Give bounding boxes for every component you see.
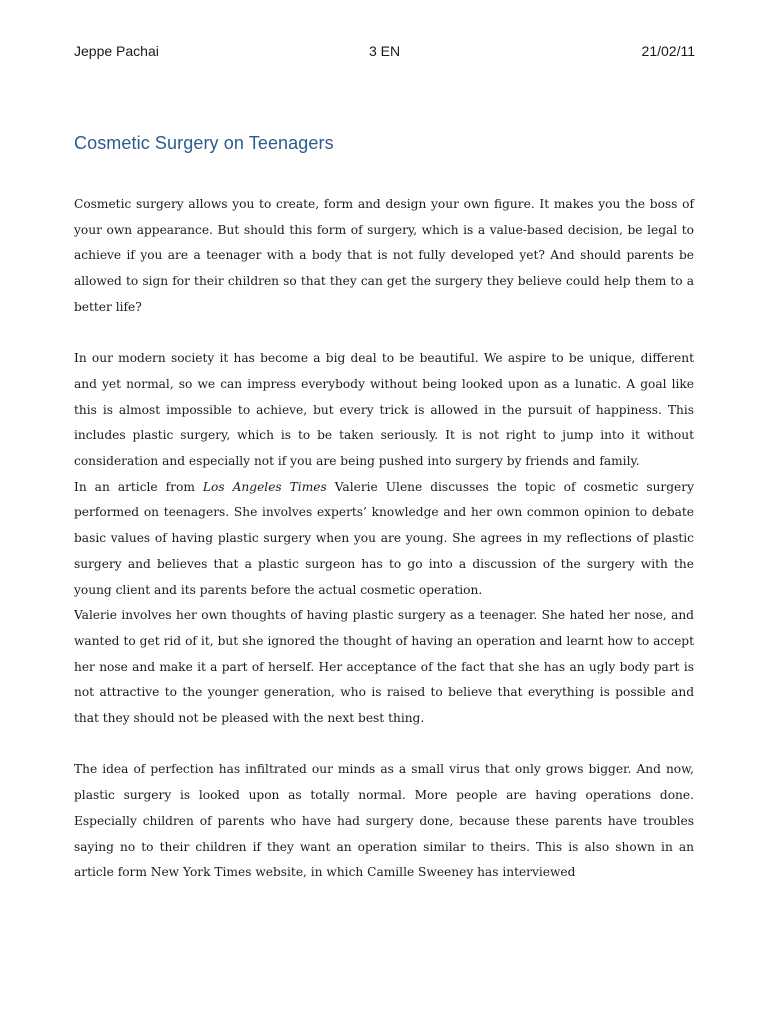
paragraph-article-reference-lead: In an article from [74, 479, 203, 494]
header-author: Jeppe Pachai [74, 43, 159, 59]
header-class: 3 EN [368, 43, 401, 59]
article-source-title: Los Angeles Times [202, 479, 327, 494]
paragraph-article-reference-rest: Valerie Ulene discusses the topic of cosmetic surgery performed on teenagers. She involves experts’ knowledge and her own common opinion to debate basic values of having plastic surgery when you are young. She agrees in my reflections of plastic surgery and believes that a plastic surgeon has to go into a discussion of the surgery with the young client and its parents before the actual cosmetic operation. [74, 479, 694, 597]
document-body [74, 192, 694, 886]
document-title: Cosmetic Surgery on Teenagers [74, 133, 334, 153]
paragraph-valerie-nose: Valerie involves her own thoughts of having plastic surgery as a teenager. She hated her nose, and wanted to get rid of it, but she ignored the thought of having an operation and learnt how to accept her nose and make it a part of herself. Her acceptance of the fact that she has an ugly body part is not attractive to the younger generation, who is raised to believe that everything is possible and that they should not be pleased with the next best thing. [74, 608, 694, 726]
paragraph-modern-society: In our modern society it has become a big deal to be beautiful. We aspire to be unique, different and yet normal, so we can impress everybody without being looked upon as a lunatic. A goal like this is almost impossible to achieve, but every trick is allowed in the pursuit of happiness. This includes plastic surgery, which is to be taken seriously. It is not right to jump into it without consideration and especially not if you are being pushed into surgery by friends and family. [74, 351, 694, 469]
page-header [74, 43, 695, 63]
paragraph-article-reference [74, 475, 694, 604]
paragraph-intro: Cosmetic surgery allows you to create, form and design your own figure. It makes you the boss of your own appearance. But should this form of surgery, which is a value-based decision, be legal to achieve if you are a teenager with a body that is not fully developed yet? And should parents be allowed to sign for their children so that they can get the surgery they believe could help them to a better life? [74, 197, 694, 314]
header-date: 21/02/11 [641, 43, 695, 59]
paragraph-perfection: The idea of perfection has infiltrated our minds as a small virus that only grows bigger. And now, plastic surgery is looked upon as totally normal. More people are having operations done. Especially children of parents who have had surgery done, because these parents have troubles saying no to their children if they want an operation similar to theirs. This is also shown in an article form New York Times website, in which Camille Sweeney has interviewed [74, 762, 694, 880]
